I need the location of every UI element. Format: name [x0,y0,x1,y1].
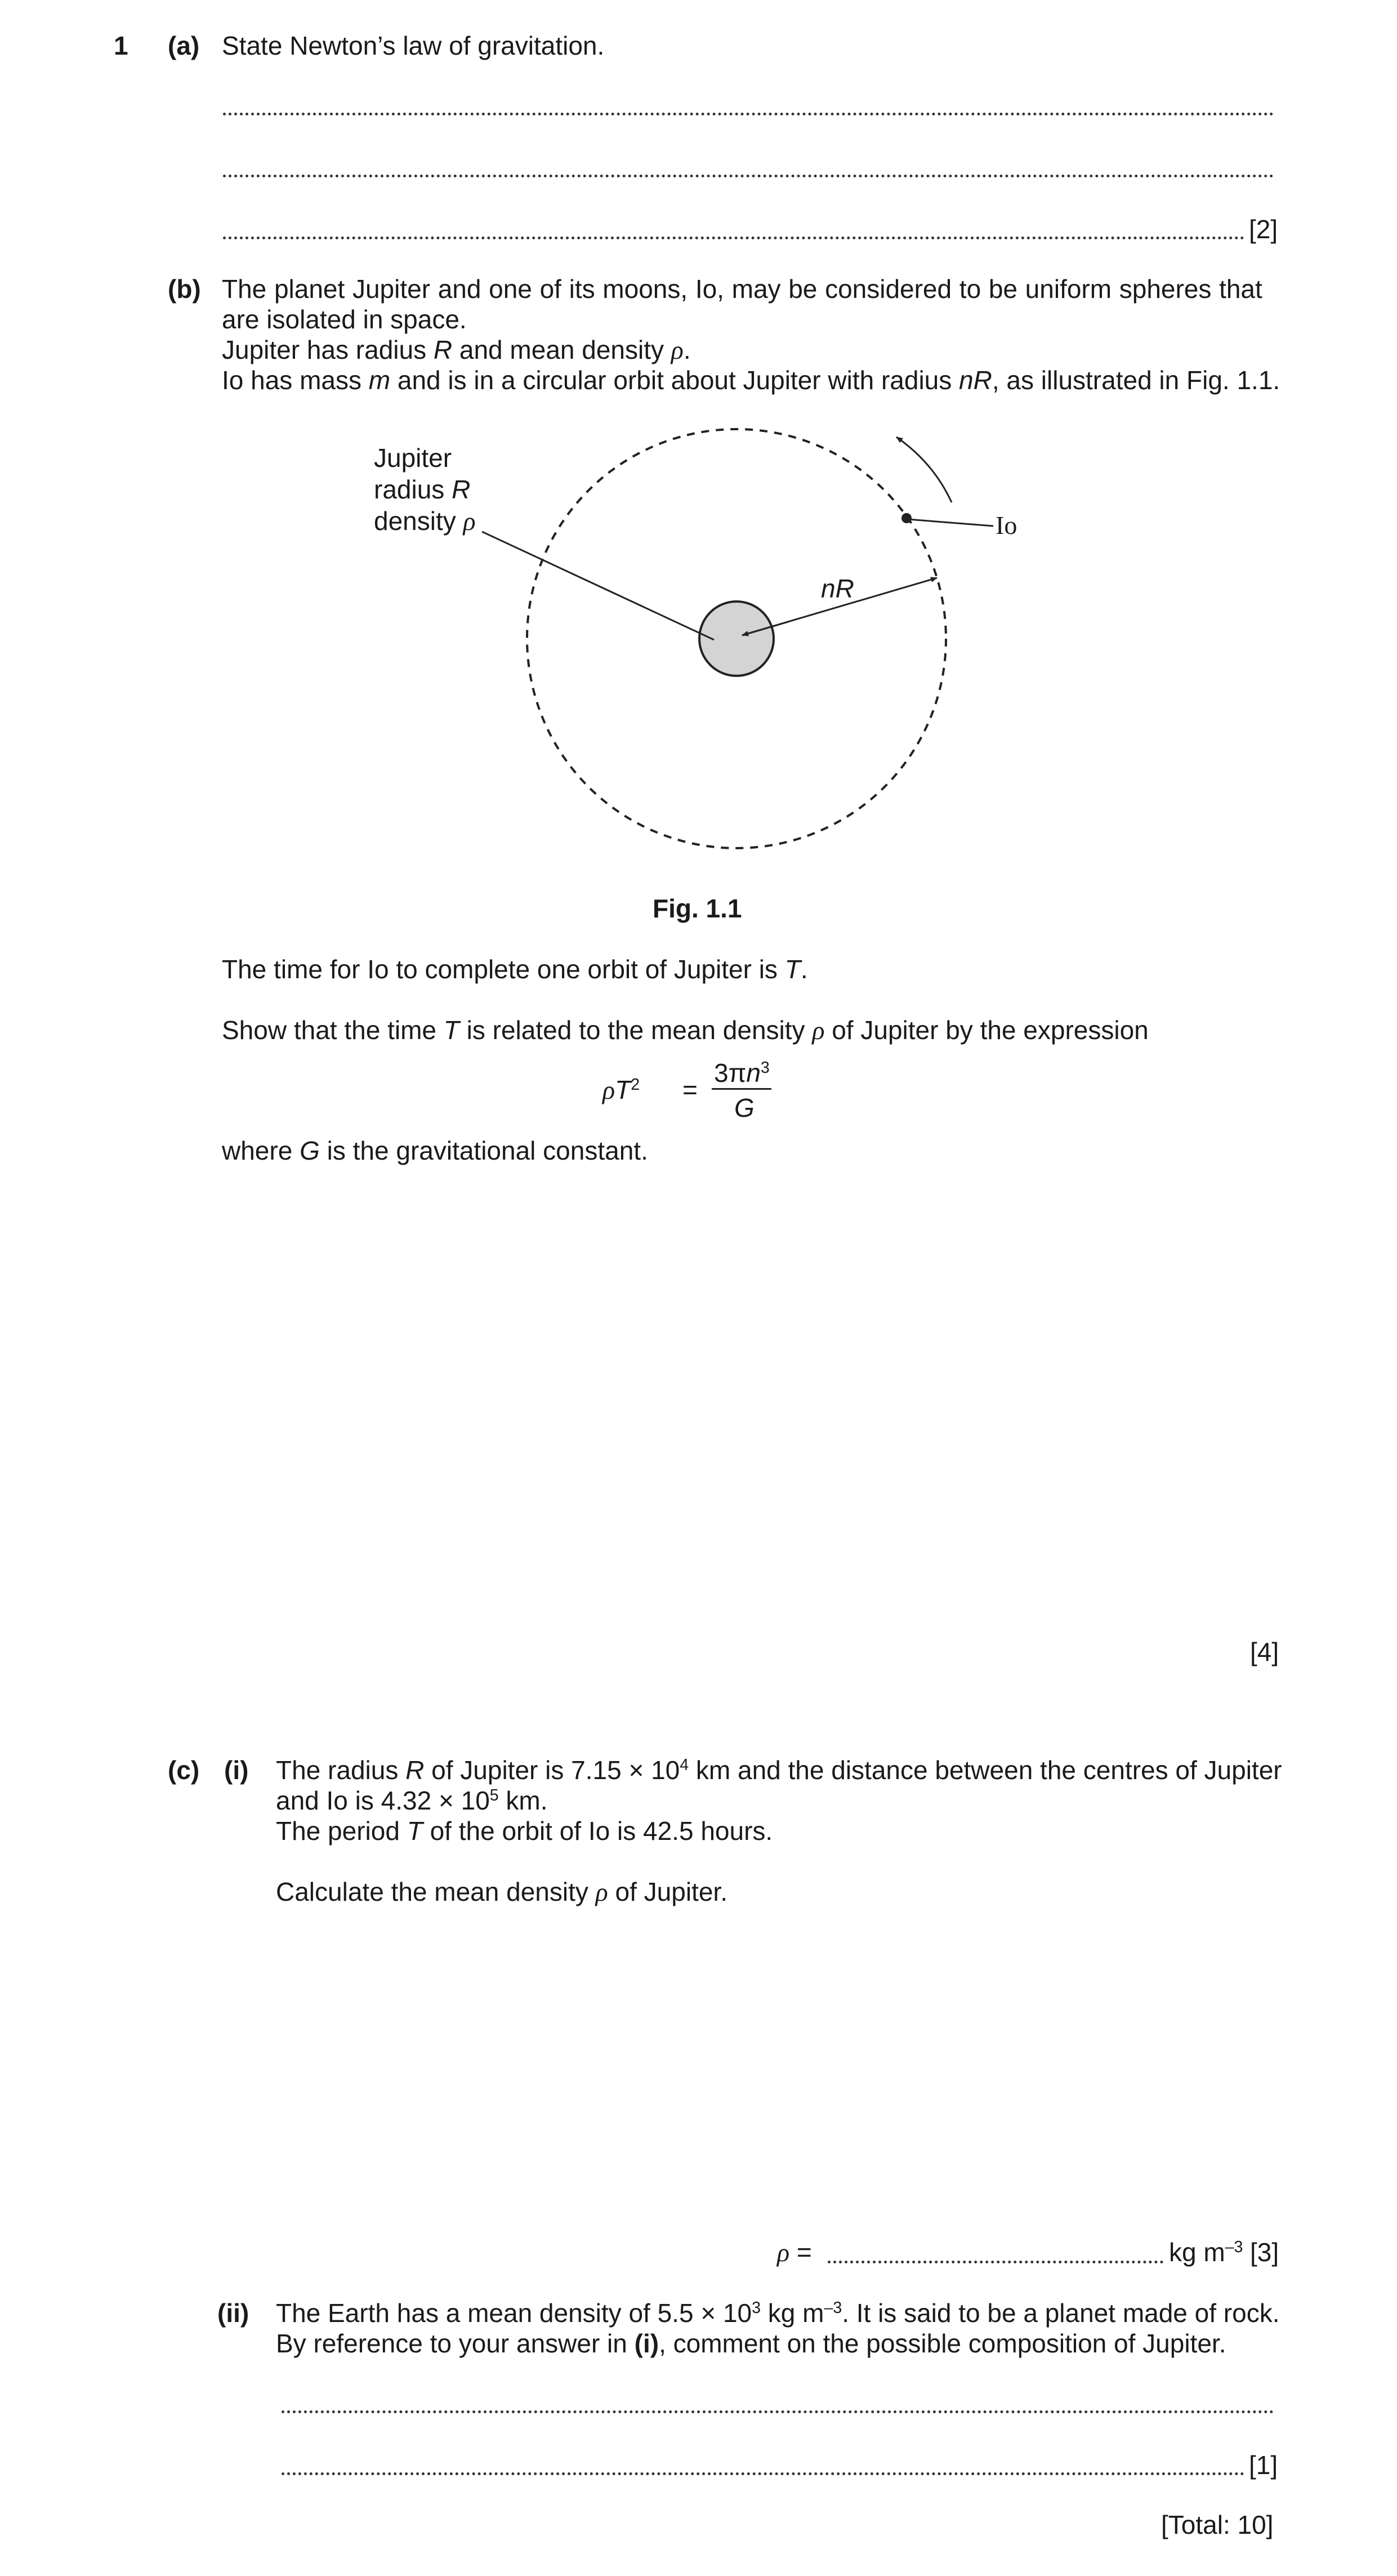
equation-denominator: G [734,1093,755,1122]
part-b-line3: Jupiter has radius R and mean density ρ. [222,335,691,364]
part-a-marks: [2] [1249,215,1278,244]
part-c-i-line4: Calculate the mean density ρ of Jupiter. [276,1877,727,1906]
show-that-statement: Show that the time T is related to the mean density ρ of Jupiter by the expression [222,1015,1149,1045]
part-b-marks: [4] [1250,1637,1279,1666]
part-c-ii-line1: The Earth has a mean density of $5.5 \times 10^3$ kg $m^{-3}$. It is said to be a planet made of rock. [276,2298,1280,2328]
answer-line-c-ii-2[interactable] [282,2472,1244,2475]
part-b-line2: are isolated in space. [222,305,467,334]
figure-jupiter-io [0,0,1397,957]
answer-field-density[interactable] [828,2261,1163,2263]
jupiter-label-line2: radius R [374,475,471,504]
answer-rho-prefix: ρ = [777,2238,812,2267]
answer-line-c-ii-1[interactable] [282,2410,1274,2413]
question-number: 1 [114,31,128,60]
part-c-i-line3: The period T of the orbit of Io is 42.5 hours. [276,1816,773,1846]
part-c-label: (c) [168,1755,200,1785]
figure-caption: Fig. 1.1 [653,894,742,923]
total-marks: [Total: 10] [1161,2510,1274,2539]
where-statement: where G is the gravitational constant. [222,1136,648,1165]
part-c-ii-label: (ii) [217,2298,249,2328]
part-c-i-label: (i) [224,1755,249,1785]
orbit-radius-label: nR [821,574,854,603]
jupiter-label-line1: Jupiter [374,443,452,473]
part-a-label: (a) [168,31,200,60]
jupiter-label-leader [482,532,714,640]
orbit-direction-arrow [896,437,952,502]
io-label: Io [996,511,1017,540]
part-b-line4: Io has mass m and is in a circular orbit about Jupiter with radius nR, as illustrated in Fig. 1.1. [222,366,1280,395]
period-statement: The time for Io to complete one orbit of Jupiter is T. [222,955,808,984]
part-c-ii-line2: By reference to your answer in (i), comment on the possible composition of Jupiter. [276,2329,1226,2358]
part-c-ii-marks: [1] [1249,2450,1278,2480]
io-label-leader [908,519,993,526]
io-moon [901,513,912,523]
equation-equals: = [682,1075,698,1104]
equation-numerator: $3\pi n^3$ [714,1058,770,1088]
equation-fraction-bar [712,1088,771,1090]
jupiter-label-line3: density ρ [374,506,476,536]
part-b-label: (b) [168,274,201,304]
part-c-i-marks: [3] [1250,2238,1279,2267]
equation-lhs: $\rho T^2$ [602,1075,640,1104]
answer-unit: kg $m^{-3}$ [1169,2238,1243,2267]
part-c-i-line1: The radius R of Jupiter is $7.15 \times 10^4$ km and the distance between the centres of Jupiter [276,1755,1282,1785]
part-b-line1: The planet Jupiter and one of its moons, Io, may be considered to be uniform spheres that [222,274,1262,304]
part-a-prompt: State Newton’s law of gravitation. [222,31,605,60]
part-c-i-line2: and Io is $4.32 \times 10^5$ km. [276,1786,548,1815]
